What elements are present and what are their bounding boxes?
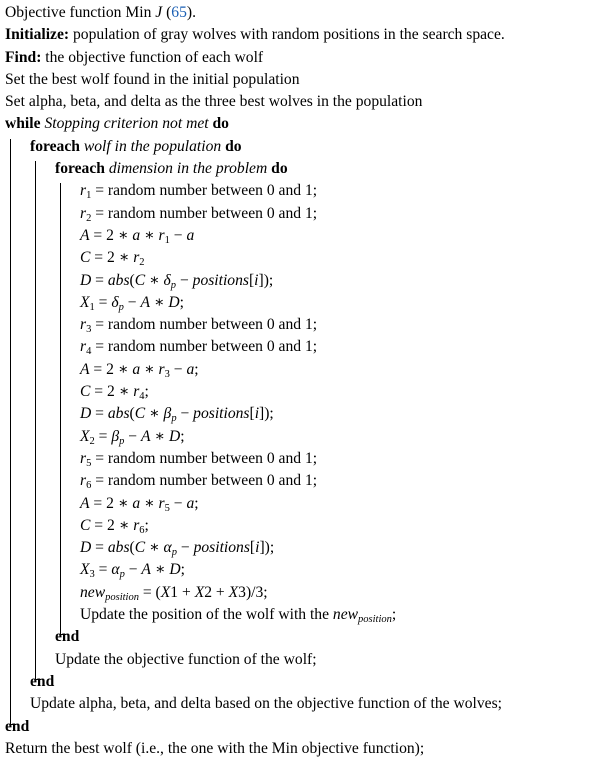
algorithm-line: Update alpha, beta, and delta based on the objective function of the wolves; <box>30 695 502 713</box>
algorithm-line: foreach wolf in the population do <box>30 137 242 155</box>
algorithm-line: A = 2 ∗ a ∗ $r_1 - a$ <box>80 226 195 246</box>
algorithm-line: Set the best wolf found in the initial population <box>5 70 300 88</box>
algorithm-line: $r_2$ = random number between 0 and 1; <box>80 204 318 224</box>
algorithm-line: C = 2 ∗ $r_4$; <box>80 383 149 403</box>
algorithm-line: C = 2 ∗ $r_2$ <box>80 249 145 269</box>
algorithm-listing <box>5 2 593 760</box>
algorithm-line: $r_3$ = random number between 0 and 1; <box>80 316 318 336</box>
algorithm-line: Initialize: population of gray wolves with random positions in the search space. <box>5 26 505 44</box>
algorithm-line: end <box>55 628 80 646</box>
algorithm-line: Find: the objective function of each wolf <box>5 48 264 66</box>
algorithm-line: Objective function Min J (65). <box>5 4 196 21</box>
algorithm-line: Return the best wolf (i.e., the one with the Min objective function); <box>5 739 425 757</box>
block-rule <box>10 139 11 725</box>
algorithm-line: new$_{position}$ = (X1 + X2 + X3)/3; <box>80 583 268 603</box>
algorithm-line: $r_5$ = random number between 0 and 1; <box>80 449 318 469</box>
block-rule <box>60 183 61 635</box>
algorithm-line: foreach dimension in the problem do <box>55 160 288 178</box>
algorithm-line: end <box>30 672 55 690</box>
algorithm-line: C = 2 ∗ $r_6$; <box>80 516 149 536</box>
algorithm-line: Update the position of the wolf with the new$_{position}$; <box>80 606 397 626</box>
algorithm-line: A = 2 ∗ a ∗ $r_5 - a$; <box>80 494 199 514</box>
algorithm-line: end <box>5 717 30 735</box>
algorithm-line: $X_1 = \delta_p - A$ ∗ D; <box>80 293 185 313</box>
algorithm-line: $X_3 = \alpha_p - A$ ∗ D; <box>80 561 185 581</box>
algorithm-line: $X_2 = \beta_p - A$ ∗ D; <box>80 427 185 447</box>
algorithm-line: $r_4$ = random number between 0 and 1; <box>80 338 318 358</box>
algorithm-line: $r_1$ = random number between 0 and 1; <box>80 182 318 202</box>
algorithm-line: D = abs(C ∗ $\alpha_p$ − positions[i]); <box>80 539 275 559</box>
algorithm-line: Set alpha, beta, and delta as the three best wolves in the population <box>5 93 423 111</box>
algorithm-line: D = abs(C ∗ $\delta_p$ − positions[i]); <box>80 271 274 291</box>
algorithm-line: Update the objective function of the wolf; <box>55 650 317 668</box>
algorithm-line: A = 2 ∗ a ∗ $r_3 - a$; <box>80 360 199 380</box>
block-rule <box>35 161 36 680</box>
algorithm-line: D = abs(C ∗ $\beta_p$ − positions[i]); <box>80 405 274 425</box>
algorithm-line: $r_6$ = random number between 0 and 1; <box>80 472 318 492</box>
algorithm-line: while Stopping criterion not met do <box>5 115 229 133</box>
